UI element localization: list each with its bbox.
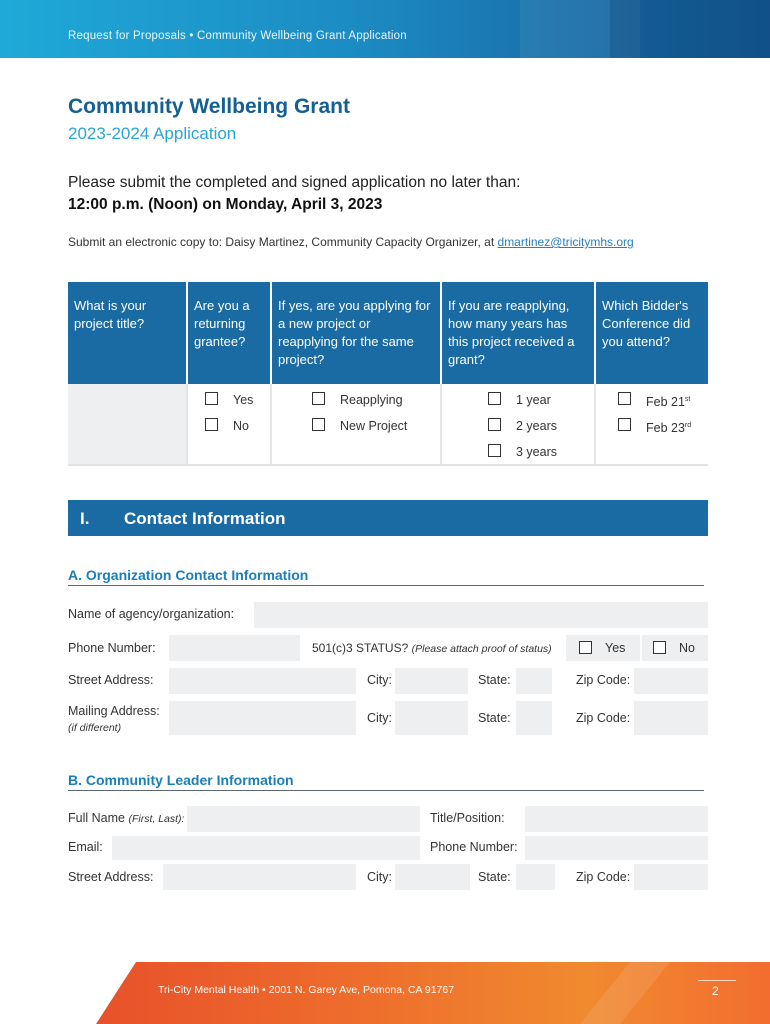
leader-name-text: Full Name xyxy=(68,811,125,825)
section-heading xyxy=(68,500,708,536)
leader-title-input[interactable] xyxy=(525,806,708,832)
leader-state-label: State: xyxy=(478,870,511,884)
org-zip-input[interactable] xyxy=(634,668,708,694)
email-link[interactable]: dmartinez@tricitymhs.org xyxy=(497,235,634,249)
leader-title-label: Title/Position: xyxy=(430,811,505,825)
mailing-note-text: (if different) xyxy=(68,722,122,734)
status-label xyxy=(312,641,552,655)
org-street-input[interactable] xyxy=(169,668,356,694)
header-returning: Are you a returning grantee? xyxy=(194,298,250,349)
status-yes-label: Yes xyxy=(605,641,626,655)
org-heading: A. Organization Contact Information xyxy=(68,567,309,583)
mailing-city-label: City: xyxy=(367,711,392,725)
years-2-label: 2 years xyxy=(516,419,557,433)
header-years: If you are reapplying, how many years has this project received a grant? xyxy=(448,298,575,367)
mailing-note xyxy=(68,720,121,734)
leader-heading-rule xyxy=(68,790,704,791)
conference-feb23-checkbox[interactable] xyxy=(618,418,631,431)
column-divider xyxy=(186,384,188,464)
footer-address: Tri-City Mental Health • 2001 N. Garey Ave, Pomona, CA 91767 xyxy=(158,984,455,996)
status-yes-checkbox[interactable] xyxy=(579,641,592,654)
org-phone-label: Phone Number: xyxy=(68,641,156,655)
page-subtitle: 2023-2024 Application xyxy=(68,124,237,143)
org-street-label: Street Address: xyxy=(68,673,154,687)
leader-street-label: Street Address: xyxy=(68,870,154,884)
reapplying-label: Reapplying xyxy=(340,393,403,407)
header-conference: Which Bidder's Conference did you attend? xyxy=(602,298,691,349)
section-number: I. xyxy=(80,509,90,528)
page-title: Community Wellbeing Grant xyxy=(68,95,350,118)
status-no-label: No xyxy=(679,641,695,655)
agency-input[interactable] xyxy=(254,602,708,628)
column-divider xyxy=(440,384,442,464)
questions-table xyxy=(68,282,708,466)
org-state-input[interactable] xyxy=(516,668,552,694)
status-note: (Please attach proof of status) xyxy=(411,643,552,655)
years-2-checkbox[interactable] xyxy=(488,418,501,431)
leader-email-label: Email: xyxy=(68,840,103,854)
mailing-street-input[interactable] xyxy=(169,701,356,735)
leader-phone-label: Phone Number: xyxy=(430,840,518,854)
conference-feb21-text: Feb 21 xyxy=(646,395,685,410)
agency-label: Name of agency/organization: xyxy=(68,607,235,621)
leader-zip-input[interactable] xyxy=(634,864,708,890)
mailing-city-input[interactable] xyxy=(395,701,468,735)
deadline: 12:00 p.m. (Noon) on Monday, April 3, 2023 xyxy=(68,196,383,213)
questions-body xyxy=(68,384,708,466)
org-city-label: City: xyxy=(367,673,392,687)
header-project-title: What is your project title? xyxy=(74,298,147,331)
returning-yes-checkbox[interactable] xyxy=(205,392,218,405)
conference-feb21-label xyxy=(646,392,690,408)
org-city-input[interactable] xyxy=(395,668,468,694)
leader-city-label: City: xyxy=(367,870,392,884)
status-yes-field xyxy=(566,635,640,661)
conference-feb21-sup: st xyxy=(684,396,691,403)
email-prefix: Submit an electronic copy to: Daisy Martinez, Community Capacity Organizer, at xyxy=(68,235,498,249)
years-3-checkbox[interactable] xyxy=(488,444,501,457)
project-title-input[interactable] xyxy=(68,384,186,464)
leader-heading: B. Community Leader Information xyxy=(68,772,294,788)
leader-state-input[interactable] xyxy=(516,864,555,890)
mailing-state-input[interactable] xyxy=(516,701,552,735)
page-number: 2 xyxy=(712,984,719,998)
leader-name-input[interactable] xyxy=(187,806,420,832)
mailing-zip-label: Zip Code: xyxy=(576,711,631,725)
new-project-label: New Project xyxy=(340,419,408,433)
org-state-label: State: xyxy=(478,673,511,687)
mailing-state-label: State: xyxy=(478,711,511,725)
submit-instructions: Please submit the completed and signed application no later than: xyxy=(68,174,521,191)
column-divider xyxy=(594,384,596,464)
conference-feb23-text: Feb 23 xyxy=(646,421,685,436)
conference-feb23-sup: rd xyxy=(684,422,692,429)
leader-street-input[interactable] xyxy=(163,864,356,890)
page-number-rule xyxy=(698,980,736,981)
new-project-checkbox[interactable] xyxy=(312,418,325,431)
breadcrumb: Request for Proposals • Community Wellbeing Grant Application xyxy=(68,30,407,42)
conference-feb21-checkbox[interactable] xyxy=(618,392,631,405)
years-3-label: 3 years xyxy=(516,445,557,459)
leader-email-input[interactable] xyxy=(112,836,420,860)
leader-city-input[interactable] xyxy=(395,864,470,890)
status-label-text: 501(c)3 STATUS? xyxy=(312,641,409,655)
leader-phone-input[interactable] xyxy=(525,836,708,860)
column-divider xyxy=(270,384,272,464)
top-banner xyxy=(0,0,770,58)
section-title: Contact Information xyxy=(124,509,286,528)
returning-no-label: No xyxy=(233,419,249,433)
leader-name-note: (First, Last): xyxy=(128,813,185,825)
leader-zip-label: Zip Code: xyxy=(576,870,631,884)
org-heading-rule xyxy=(68,585,704,586)
header-project-type: If yes, are you applying for a new project or reapplying for the same project? xyxy=(278,298,431,367)
questions-header xyxy=(68,282,708,384)
years-1-label: 1 year xyxy=(516,393,551,407)
org-zip-label: Zip Code: xyxy=(576,673,631,687)
mailing-zip-input[interactable] xyxy=(634,701,708,735)
conference-feb23-label xyxy=(646,418,691,434)
email-instructions xyxy=(68,235,634,249)
status-no-field xyxy=(642,635,708,661)
returning-yes-label: Yes xyxy=(233,393,254,407)
status-no-checkbox[interactable] xyxy=(653,641,666,654)
reapplying-checkbox[interactable] xyxy=(312,392,325,405)
leader-name-label xyxy=(68,811,184,825)
returning-no-checkbox[interactable] xyxy=(205,418,218,431)
years-1-checkbox[interactable] xyxy=(488,392,501,405)
org-phone-input[interactable] xyxy=(169,635,300,661)
footer xyxy=(0,962,770,1024)
banner-shade xyxy=(610,0,770,58)
mailing-label: Mailing Address: xyxy=(68,704,160,718)
